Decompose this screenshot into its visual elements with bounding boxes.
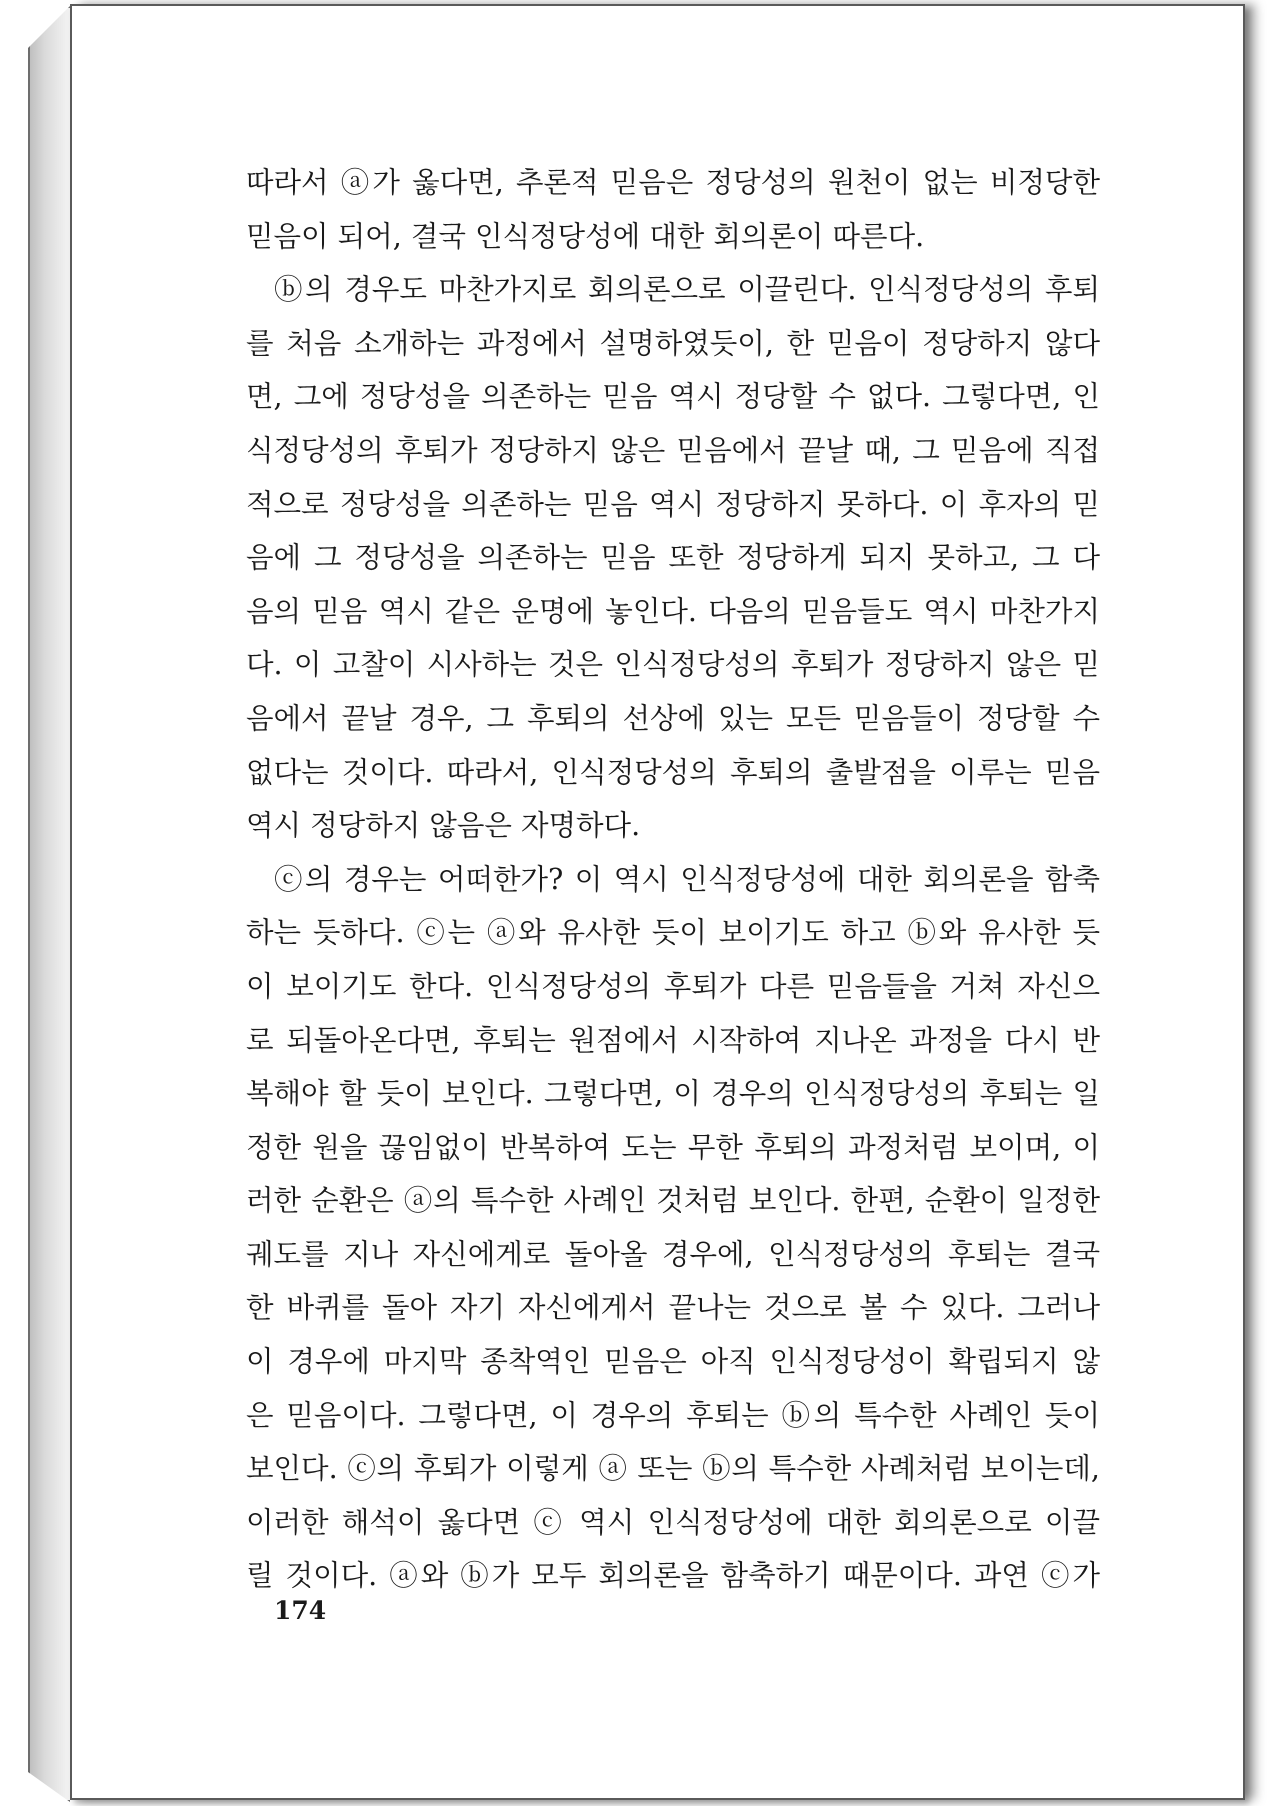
text-line: 면, 그에 정당성을 의존하는 믿음 역시 정당할 수 없다. 그렇다면, 인 xyxy=(246,380,1100,414)
text-line: ⓒ의 경우는 어떠한가? 이 역시 인식정당성에 대한 회의론을 함축 xyxy=(274,862,1100,896)
text-line: 복해야 할 듯이 보인다. 그렇다면, 이 경우의 인식정당성의 후퇴는 일 xyxy=(246,1077,1100,1111)
page-number: 174 xyxy=(274,1596,327,1625)
text-line: 한 바퀴를 돌아 자기 자신에게서 끝나는 것으로 볼 수 있다. 그러나 xyxy=(246,1291,1100,1325)
text-line: 궤도를 지나 자신에게로 돌아올 경우에, 인식정당성의 후퇴는 결국 xyxy=(246,1237,1100,1271)
text-line: 식정당성의 후퇴가 정당하지 않은 믿음에서 끝날 때, 그 믿음에 직접 xyxy=(246,433,1100,467)
text-line: 따라서 ⓐ가 옳다면, 추론적 믿음은 정당성의 원천이 없는 비정당한 xyxy=(246,166,1100,199)
text-line: 릴 것이다. ⓐ와 ⓑ가 모두 회의론을 함축하기 때문이다. 과연 ⓒ가 xyxy=(246,1559,1100,1593)
text-line: 러한 순환은 ⓐ의 특수한 사례인 것처럼 보인다. 한편, 순환이 일정한 xyxy=(246,1184,1100,1218)
text-line: ⓑ의 경우도 마찬가지로 회의론으로 이끌린다. 인식정당성의 후퇴 xyxy=(274,273,1100,307)
text-line: 다. 이 고찰이 시사하는 것은 인식정당성의 후퇴가 정당하지 않은 믿 xyxy=(246,648,1100,682)
text-line: 이 경우에 마지막 종착역인 믿음은 아직 인식정당성이 확립되지 않 xyxy=(246,1345,1100,1379)
text-line: 음의 믿음 역시 같은 운명에 놓인다. 다음의 믿음들도 역시 마찬가지 xyxy=(246,594,1100,628)
text-line: 이러한 해석이 옳다면 ⓒ 역시 인식정당성에 대한 회의론으로 이끌 xyxy=(246,1505,1100,1539)
text-line: 은 믿음이다. 그렇다면, 이 경우의 후퇴는 ⓑ의 특수한 사례인 듯이 xyxy=(246,1398,1100,1432)
text-line: 역시 정당하지 않음은 자명하다. xyxy=(246,809,641,843)
book-spine xyxy=(28,6,70,1802)
text-line: 정한 원을 끊임없이 반복하여 도는 무한 후퇴의 과정처럼 보이며, 이 xyxy=(246,1130,1100,1164)
text-line: 음에 그 정당성을 의존하는 믿음 또한 정당하게 되지 못하고, 그 다 xyxy=(246,541,1100,575)
body-text xyxy=(246,156,1100,1603)
text-line: 를 처음 소개하는 과정에서 설명하였듯이, 한 믿음이 정당하지 않다 xyxy=(246,326,1100,360)
text-line: 적으로 정당성을 의존하는 믿음 역시 정당하지 못하다. 이 후자의 믿 xyxy=(246,487,1100,521)
text-line: 로 되돌아온다면, 후퇴는 원점에서 시작하여 지나온 과정을 다시 반 xyxy=(246,1023,1100,1057)
text-line: 믿음이 되어, 결국 인식정당성에 대한 회의론이 따른다. xyxy=(246,219,925,253)
text-line: 이 보이기도 한다. 인식정당성의 후퇴가 다른 믿음들을 거쳐 자신으 xyxy=(246,969,1100,1003)
text-line: 하는 듯하다. ⓒ는 ⓐ와 유사한 듯이 보이기도 하고 ⓑ와 유사한 듯 xyxy=(246,916,1100,950)
text-line: 음에서 끝날 경우, 그 후퇴의 선상에 있는 모든 믿음들이 정당할 수 xyxy=(246,701,1100,735)
text-line: 없다는 것이다. 따라서, 인식정당성의 후퇴의 출발점을 이루는 믿음 xyxy=(246,755,1100,789)
text-line: 보인다. ⓒ의 후퇴가 이렇게 ⓐ 또는 ⓑ의 특수한 사례처럼 보이는데, xyxy=(246,1452,1100,1486)
